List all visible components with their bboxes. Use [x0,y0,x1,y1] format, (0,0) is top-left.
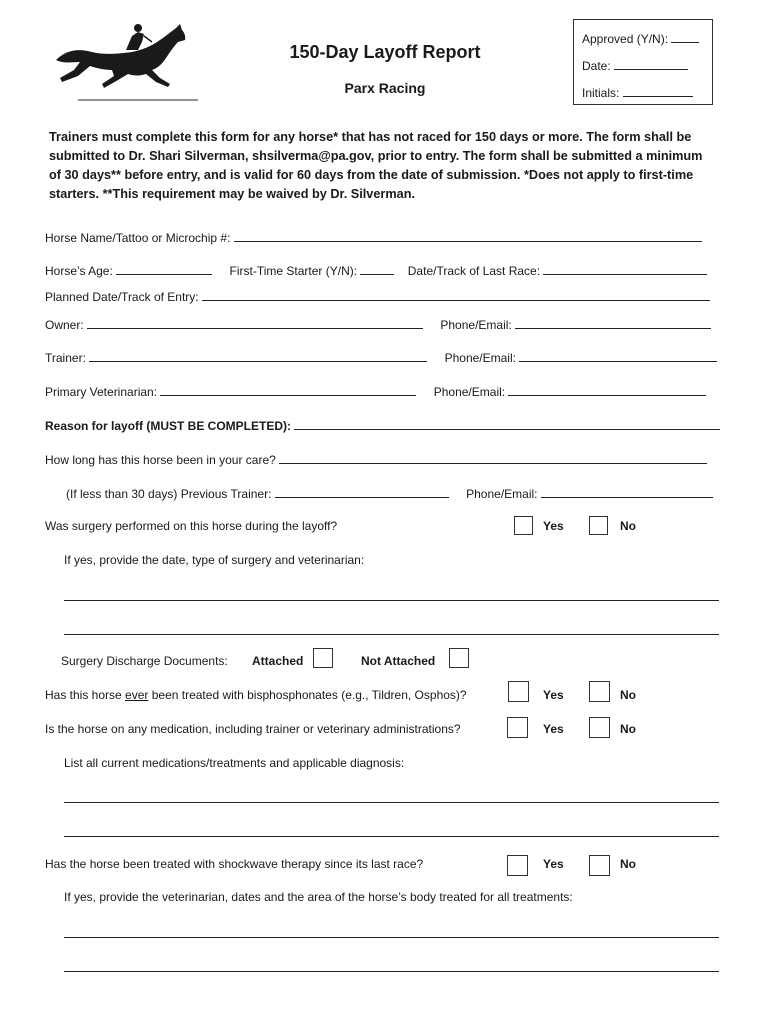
initials-label: Initials: [582,86,620,100]
trainer-row [45,349,735,365]
attached-checkbox[interactable] [313,648,333,668]
bisphos-ever: ever [125,688,149,702]
previous-trainer-phone-field[interactable] [541,485,713,498]
surgery-yes-label: Yes [543,519,564,533]
previous-trainer-label: (If less than 30 days) Previous Trainer: [66,487,272,501]
surgery-details-line-2[interactable] [64,634,719,635]
planned-entry-row [45,288,735,304]
planned-entry-label: Planned Date/Track of Entry: [45,290,199,304]
shockwave-no-label: No [620,857,636,871]
shockwave-yes-label: Yes [543,857,564,871]
trainer-field[interactable] [89,349,427,362]
page-subtitle: Parx Racing [344,80,426,96]
approval-date-label: Date: [582,59,611,73]
surgery-details-line-1[interactable] [64,600,719,601]
surgery-no-checkbox[interactable] [589,516,608,535]
page-title: 150-Day Layoff Report [289,42,481,62]
initials-field[interactable] [623,84,693,97]
horse-name-label: Horse Name/Tattoo or Microchip #: [45,231,231,245]
shockwave-line-1[interactable] [64,937,719,938]
medication-question: Is the horse on any medication, including trainer or veterinary administrations? [45,722,461,736]
first-time-starter-field[interactable] [360,262,394,275]
bisphos-text-2: been treated with bisphosphonates (e.g., Tildren, Osphos)? [148,688,467,702]
vet-field[interactable] [160,383,416,396]
bisphosphonates-yes-label: Yes [543,688,564,702]
trainer-label: Trainer: [45,351,86,365]
horse-age-field[interactable] [116,262,212,275]
medication-line-1[interactable] [64,802,719,803]
shockwave-details-prompt: If yes, provide the veterinarian, dates and the area of the horse’s body treated for all treatments: [64,890,573,904]
first-time-starter-label: First-Time Starter (Y/N): [229,264,358,278]
horse-age-row [45,262,735,278]
not-attached-label: Not Attached [361,654,436,668]
last-race-label: Date/Track of Last Race: [407,264,541,278]
reason-label: Reason for layoff (MUST BE COMPLETED): [45,419,292,433]
horse-name-field[interactable] [234,229,702,242]
surgery-question: Was surgery performed on this horse during the layoff? [45,519,338,533]
trainer-phone-field[interactable] [519,349,717,362]
reason-row [45,417,735,433]
previous-trainer-phone-label: Phone/Email: [466,487,538,501]
medication-no-label: No [620,722,636,736]
how-long-label: How long has this horse been in your care? [45,453,276,467]
approved-field[interactable] [671,30,699,43]
owner-phone-label: Phone/Email: [440,318,512,332]
horse-age-label: Horse’s Age: [45,264,113,278]
reason-field[interactable] [294,417,720,430]
last-race-field[interactable] [543,262,707,275]
previous-trainer-row [66,485,756,501]
approval-date-field[interactable] [614,57,688,70]
instructions: Trainers must complete this form for any horse* that has not raced for 150 days or more. The form shall be submitted to Dr. Shari Silverman, shsilverma@pa.gov, prior to entry. The form shall be submitted a minimum of 30 days** before entry, and is valid for 60 days from the date of submission. *Does not apply to first-time starters. **This requirement may be waived by Dr. Silverman. [49,130,703,201]
not-attached-checkbox[interactable] [449,648,469,668]
medication-yes-label: Yes [543,722,564,736]
how-long-row [45,451,735,467]
approved-label: Approved (Y/N): [582,32,669,46]
trainer-phone-label: Phone/Email: [444,351,516,365]
shockwave-yes-checkbox[interactable] [507,855,528,876]
bisphosphonates-no-label: No [620,688,636,702]
shockwave-no-checkbox[interactable] [589,855,610,876]
attached-label: Attached [252,654,304,668]
owner-row [45,316,735,332]
medication-yes-checkbox[interactable] [507,717,528,738]
vet-phone-field[interactable] [508,383,706,396]
owner-phone-field[interactable] [515,316,711,329]
surgery-yes-checkbox[interactable] [514,516,533,535]
bisphosphonates-yes-checkbox[interactable] [508,681,529,702]
surgery-no-label: No [620,519,636,533]
owner-label: Owner: [45,318,84,332]
bisphosphonates-no-checkbox[interactable] [589,681,610,702]
shockwave-question: Has the horse been treated with shockwave therapy since its last race? [45,857,424,871]
medication-line-2[interactable] [64,836,719,837]
surgery-details-prompt: If yes, provide the date, type of surgery and veterinarian: [64,553,365,567]
vet-label: Primary Veterinarian: [45,385,158,399]
horse-name-row [45,229,735,245]
vet-phone-label: Phone/Email: [433,385,506,399]
approval-box [573,19,713,105]
planned-entry-field[interactable] [202,288,710,301]
vet-row [45,383,735,399]
how-long-field[interactable] [279,451,707,464]
medication-no-checkbox[interactable] [589,717,610,738]
medication-list-prompt: List all current medications/treatments and applicable diagnosis: [64,756,405,770]
bisphos-text-1: Has this horse [45,688,126,702]
discharge-label: Surgery Discharge Documents: [61,654,228,668]
owner-field[interactable] [87,316,423,329]
previous-trainer-field[interactable] [275,485,449,498]
shockwave-line-2[interactable] [64,971,719,972]
